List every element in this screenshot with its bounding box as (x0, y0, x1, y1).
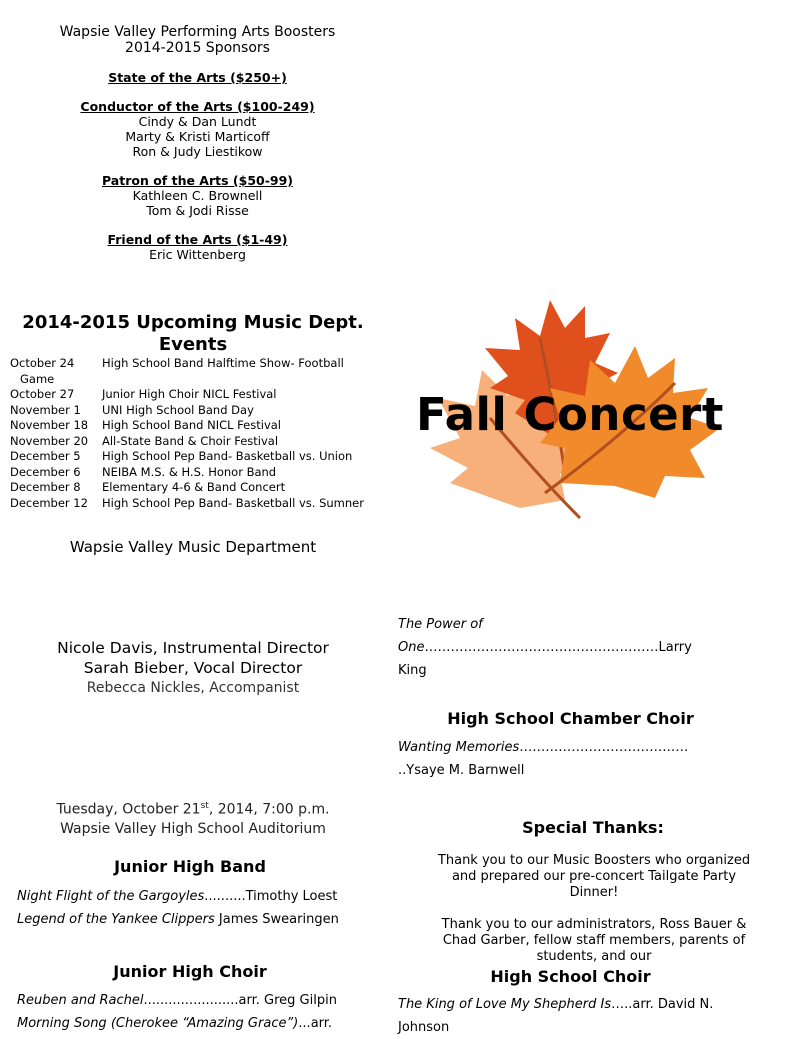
sponsor-name: Tom & Jodi Risse (146, 203, 249, 218)
event-desc: Junior High Choir NICL Festival (102, 387, 277, 401)
piece-title: Morning Song (Cherokee “Amazing Grace”) (17, 1016, 299, 1031)
event-desc: High School Band Halftime Show- Football (102, 356, 344, 370)
event-row (10, 434, 390, 450)
tier-patron: Patron of the Arts ($50-99) (101, 173, 294, 188)
event-date: December 5 (10, 449, 81, 463)
leader-dots: ….. (611, 997, 633, 1012)
piece-title-rest: One (398, 640, 425, 655)
leader-dots: ....................... (143, 993, 239, 1008)
event-desc: UNI High School Band Day (102, 402, 254, 417)
tier-state: State of the Arts ($250+) (108, 70, 287, 85)
program-item (398, 736, 738, 759)
chamber-item (398, 736, 738, 782)
composer: James Swearingen (218, 912, 339, 927)
sponsors-title-2: 2014-2015 Sponsors (125, 40, 270, 56)
events-heading: 2014-2015 Upcoming Music Dept. Events (22, 312, 364, 355)
hs-choir-item (398, 993, 738, 1035)
piece-title: The King of Love My Shepherd Is (398, 997, 612, 1012)
event-row (10, 465, 390, 481)
concert-date-suffix: st (200, 801, 209, 811)
event-desc: Elementary 4-6 & Band Concert (102, 480, 286, 494)
accompanist: Rebecca Nickles, Accompanist (86, 680, 300, 696)
event-desc: NEIBA M.S. & H.S. Honor Band (102, 464, 277, 479)
vocal-director: Sarah Bieber, Vocal Director (83, 659, 303, 677)
event-date: November 1 (10, 402, 81, 417)
events-table (10, 356, 390, 511)
tier-friend: Friend of the Arts ($1-49) (107, 232, 288, 247)
jh-choir-list (17, 989, 377, 1031)
thanks-paragraph-1: Thank you to our Music Boosters who organized and prepared our pre-concert Tailgate Party Dinner! (437, 853, 751, 900)
sponsor-name: Marty & Kristi Marticoff (125, 129, 270, 144)
composer: Larry (658, 640, 692, 655)
event-desc-wrap: Game (20, 371, 55, 386)
piece-title: Legend of the Yankee Clippers (17, 912, 215, 927)
composer: ..Ysaye M. Barnwell (398, 763, 525, 778)
directors-block (0, 638, 386, 698)
piece-title-text: The Power of (398, 617, 483, 632)
concert-when (0, 797, 386, 839)
composer: arr. Greg Gilpin (238, 993, 337, 1008)
event-date: December 12 (10, 495, 88, 510)
thanks-paragraph-2: Thank you to our administrators, Ross Bauer & Chad Garber, fellow staff members, parents of students, and our (441, 917, 747, 964)
event-row (10, 387, 390, 403)
composer: arr. (310, 1016, 333, 1031)
concert-date-text: Tuesday, October 21 (56, 801, 201, 818)
event-row (10, 449, 390, 465)
leader-dots: .......... (204, 889, 246, 904)
piece-title: Wanting Memories (398, 740, 520, 755)
event-row (10, 403, 390, 419)
sponsors-section (0, 24, 395, 262)
event-desc: High School Band NICL Festival (102, 418, 281, 432)
event-date: December 6 (10, 464, 81, 479)
sponsor-name: Kathleen C. Brownell (132, 188, 263, 203)
event-date: December 8 (10, 480, 81, 494)
composer-wrap: King (398, 663, 427, 678)
composer: arr. David N. (632, 997, 714, 1012)
special-thanks-heading: Special Thanks: (522, 818, 664, 837)
event-row (10, 480, 390, 496)
leader-dots: ………………………………… (519, 740, 689, 755)
event-date: November 18 (10, 418, 89, 432)
jh-band-heading: Junior High Band (114, 857, 266, 876)
sponsor-name: Ron & Judy Liestikow (132, 144, 263, 159)
sponsor-name: Eric Wittenberg (149, 247, 246, 262)
jh-band-list (17, 885, 377, 931)
composer: Timothy Loest (245, 889, 338, 904)
piece-line (398, 636, 738, 659)
fall-concert-title: Fall Concert (416, 388, 724, 441)
program-item (17, 908, 377, 931)
department-title: Wapsie Valley Music Department (69, 538, 317, 556)
piece-title (398, 613, 738, 636)
concert-venue: Wapsie Valley High School Auditorium (60, 820, 326, 837)
event-date: November 20 (10, 433, 89, 448)
concert-date (0, 797, 386, 820)
event-desc: High School Pep Band- Basketball vs. Union (102, 449, 353, 463)
leader-dots: ... (298, 1016, 311, 1031)
concert-date-rest: , 2014, 7:00 p.m. (208, 801, 330, 818)
event-date: October 24 (10, 356, 75, 370)
program-item (17, 1012, 377, 1035)
program-item (17, 989, 377, 1012)
piece-title: Night Flight of the Gargoyles (17, 889, 205, 904)
chamber-choir-heading: High School Chamber Choir (447, 709, 694, 728)
composer-wrap: Johnson (398, 1020, 450, 1035)
piece-title: Reuben and Rachel (17, 993, 144, 1008)
event-row (10, 356, 390, 372)
instrumental-director: Nicole Davis, Instrumental Director (57, 639, 329, 657)
program-item (398, 993, 738, 1016)
program-item (17, 885, 377, 908)
event-date: October 27 (10, 387, 75, 401)
power-item (398, 613, 738, 682)
leader-dots: ……………………………………………… (424, 640, 659, 655)
event-desc: All-State Band & Choir Festival (102, 433, 279, 448)
sponsors-title-1: Wapsie Valley Performing Arts Boosters (59, 24, 336, 40)
event-row (10, 418, 390, 434)
tier-conductor: Conductor of the Arts ($100-249) (80, 99, 315, 114)
event-row (10, 496, 390, 512)
hs-choir-heading: High School Choir (490, 967, 651, 986)
jh-choir-heading: Junior High Choir (113, 962, 267, 981)
sponsor-name: Cindy & Dan Lundt (138, 114, 257, 129)
event-desc: High School Pep Band- Basketball vs. Sumner (102, 495, 364, 510)
